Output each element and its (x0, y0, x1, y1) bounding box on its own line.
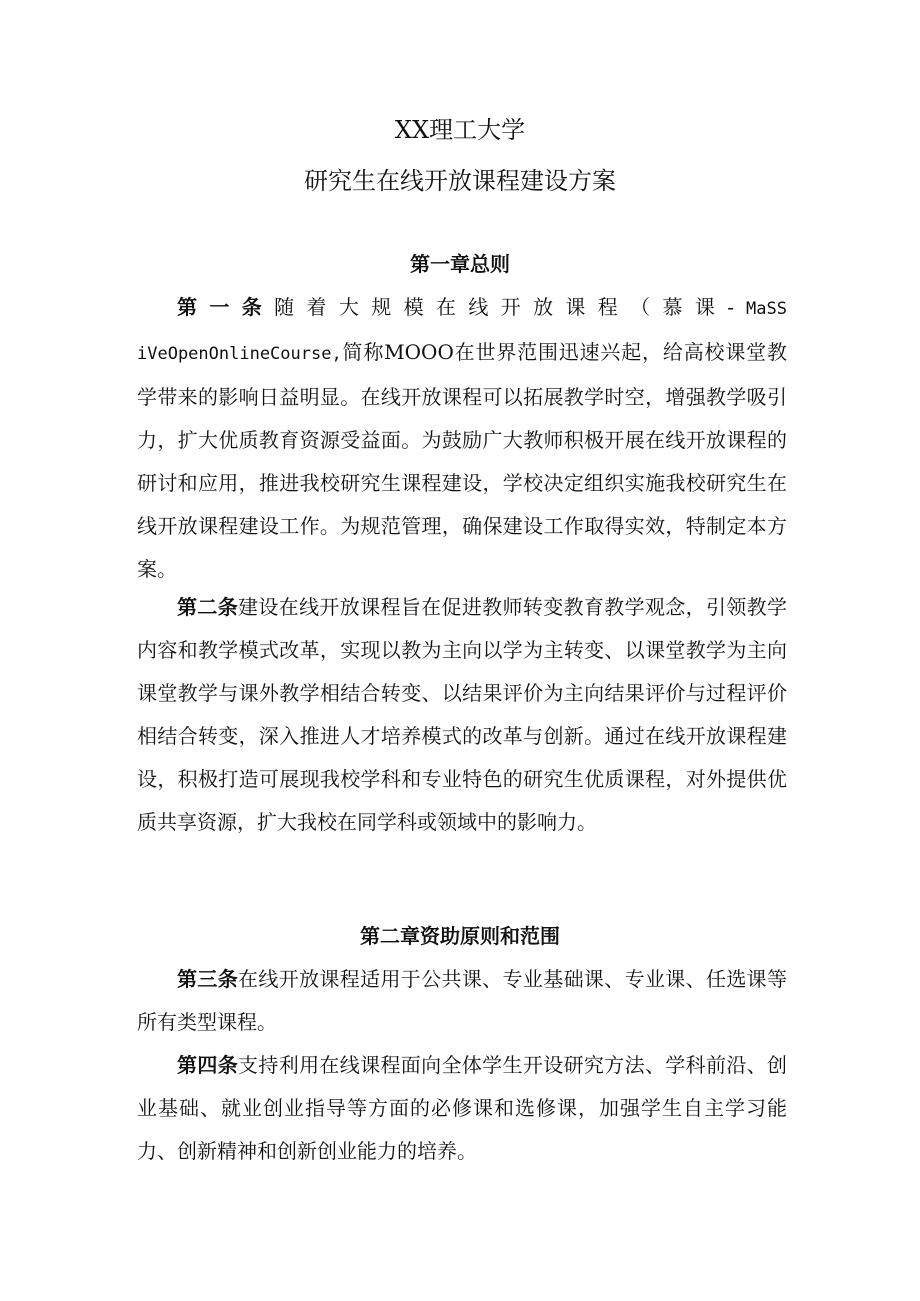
article-text: 支持利用在线课程面向全体学生开设研究方法、学科前沿、创业基础、就业创业指导等方面的必修课和选修课，加强学生自主学习能力、创新精神和创新创业能力的培养。 (137, 1053, 788, 1163)
document-title-main: 研究生在线开放课程建设方案 (304, 167, 616, 195)
article-text: 随着大规模在线开放课程（慕课- (274, 295, 747, 319)
article-text: 简称MOOO在世界范围迅速兴起，给高校课堂教学带来的影响日益明显。在线开放课程可以拓展教学时空，增强教学吸引力，扩大优质教育资源受益面。为鼓励广大教师积极开展在线开放课程的研讨和应用，推进我校研究生课程建设，学校决定组织实施我校研究生在线开放课程建设工作。为规范管理，确保建设工作取得实效，特制定本方案。 (137, 340, 787, 581)
article-text: 建设在线开放课程旨在促进教师转变教育教学观念，引领教学内容和教学模式改革，实现以教为主向以学为主转变、以课堂教学为主向课堂教学与课外教学相结合转变、以结果评价为主向结果评价与过程评价相结合转变，深入推进人才培养模式的改革与创新。通过在线开放课程建设，积极打造可展现我校学科和专业特色的研究生优质课程，对外提供优质共享资源，扩大我校在同学科或领域中的影响力。 (137, 595, 788, 834)
document-title-institution: XX理工大学 (394, 116, 526, 144)
chapter-heading-2: 第二章资助原则和范围 (360, 924, 560, 948)
article-paragraph-3 (137, 958, 787, 1044)
article-label: 第一条 (177, 295, 275, 319)
article-label: 第四条 (177, 1053, 239, 1077)
article-label: 第二条 (177, 595, 239, 619)
article-text-latin: MaSSiVeOpenOnlineCourse, (137, 299, 787, 364)
article-paragraph-2 (137, 586, 787, 844)
article-paragraph-4 (137, 1044, 787, 1173)
chapter-heading-1: 第一章总则 (410, 252, 510, 276)
article-paragraph-1 (137, 286, 787, 591)
article-label: 第三条 (177, 967, 239, 991)
article-text: 在线开放课程适用于公共课、专业基础课、专业课、任选课等所有类型课程。 (137, 967, 788, 1034)
